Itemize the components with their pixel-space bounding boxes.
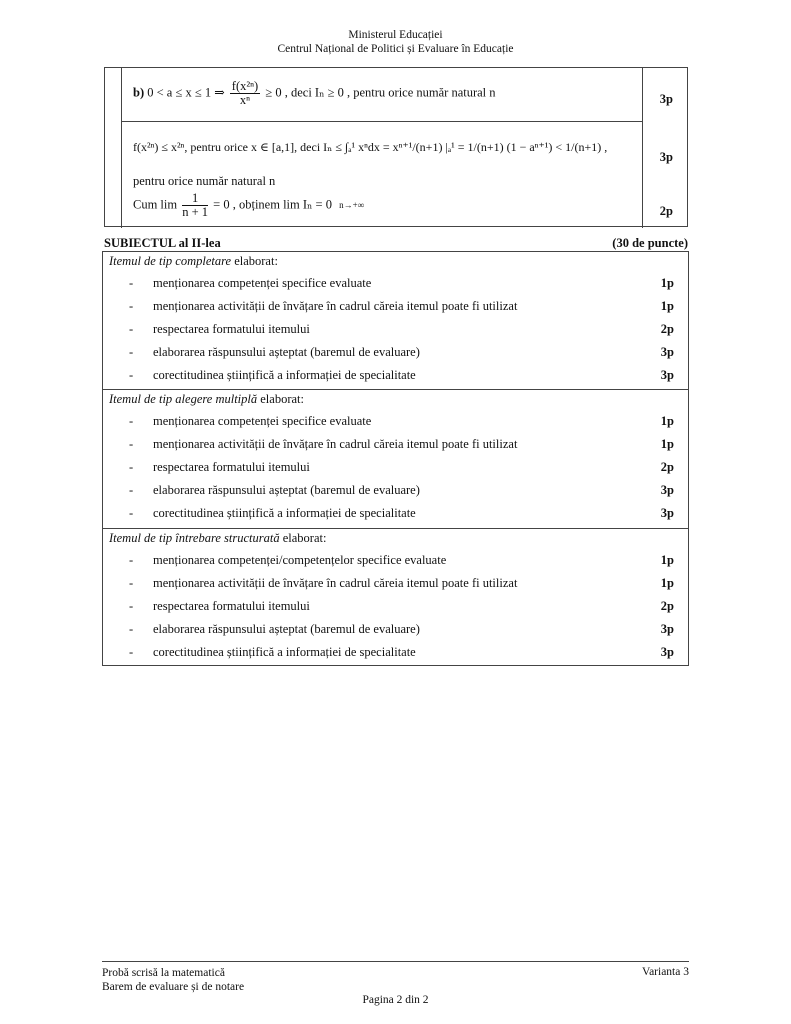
row3-fraction: $\frac{1}{n + 1}$ [182,191,209,219]
criterion-points: 2p [660,322,674,336]
criterion-points: 1p [660,437,674,451]
criterion-text: respectarea formatului itemului [153,322,310,336]
criterion-item: - corectitudinea științifică a informației de specialitate [129,506,416,520]
criterion-text: corectitudinea științifică a informației de specialitate [153,645,416,659]
criterion-item: - menționarea competenței specifice evaluate [129,414,372,428]
criterion-item: - respectarea formatului itemului [129,322,310,336]
solution-row-2-cont: pentru orice număr natural n [133,174,276,188]
criterion-text: menționarea competenței specifice evaluate [153,276,372,290]
criterion-points: 3p [660,645,674,659]
solution-row-1 [133,80,496,107]
footer-variant: Varianta 3 [642,966,689,978]
subject-title: SUBIECTUL al II-lea [104,236,221,250]
criterion-item: - elaborarea răspunsului așteptat (baremul de evaluare) [129,622,420,636]
solution-box [104,67,688,227]
section-box [102,528,689,666]
criterion-item: - elaborarea răspunsului așteptat (baremul de evaluare) [129,483,420,497]
criterion-points: 3p [660,368,674,382]
criterion-points: 3p [660,345,674,359]
criterion-points: 1p [660,414,674,428]
subject-points: (30 de puncte) [612,236,688,250]
criterion-points: 1p [660,276,674,290]
criterion-item: - menționarea activității de învățare în cadrul căreia itemul poate fi utilizat [129,437,518,451]
criterion-text: elaborarea răspunsului așteptat (baremul de evaluare) [153,622,420,636]
row2-text: f(x²ⁿ) ≤ x²ⁿ, pentru orice x ∈ [a,1], deci Iₙ ≤ ∫ₐ¹ xⁿdx = xⁿ⁺¹/(n+1) |ₐ¹ = 1/(n+1) (1 − aⁿ⁺¹) < 1/(n+1) , [133,140,608,154]
row1-text-a: 0 < a ≤ x ≤ 1 ⇒ [147,85,225,100]
criterion-text: menționarea activității de învățare în cadrul căreia itemul poate fi utilizat [153,299,518,313]
criterion-points: 2p [660,460,674,474]
criterion-item: - elaborarea răspunsului așteptat (baremul de evaluare) [129,345,420,359]
part-label: b) [133,85,145,100]
criterion-text: menționarea activității de învățare în cadrul căreia itemul poate fi utilizat [153,437,518,451]
section-box [102,389,689,529]
criterion-item: - menționarea activității de învățare în cadrul căreia itemul poate fi utilizat [129,576,518,590]
criterion-text: corectitudinea științifică a informației de specialitate [153,506,416,520]
footer-left: Probă scrisă la matematică Barem de evaluare și de notare [102,967,245,993]
criterion-item: - respectarea formatului itemului [129,599,310,613]
criterion-points: 1p [660,299,674,313]
section-box [102,251,689,390]
criterion-text: corectitudinea științifică a informației de specialitate [153,368,416,382]
criterion-item: - menționarea competenței/competențelor specifice evaluate [129,553,447,567]
criterion-text: respectarea formatului itemului [153,599,310,613]
section-title: Itemul de tip întrebare structurată elaborat: [109,531,327,545]
criterion-points: 1p [660,553,674,567]
criterion-points: 3p [660,483,674,497]
row1-fraction: $\frac{\text{f(x²ⁿ)}}{\text{xⁿ}}$ [231,79,259,107]
criterion-points: 1p [660,576,674,590]
criterion-points: 2p [660,599,674,613]
criterion-item: - menționarea activității de învățare în cadrul căreia itemul poate fi utilizat [129,299,518,313]
subject-heading [104,236,688,251]
criterion-item: - menționarea competenței specifice evaluate [129,276,372,290]
footer-page-number: Pagina 2 din 2 [362,994,429,1006]
criterion-item: - corectitudinea științifică a informației de specialitate [129,645,416,659]
criterion-points: 3p [660,506,674,520]
criterion-points: 3p [660,622,674,636]
criterion-item: - corectitudinea științifică a informației de specialitate [129,368,416,382]
solution-row-3: Cum lim $\frac{1}{n + 1}$ = 0 , obținem lim Iₙ = 0 n→+∞ [133,191,365,219]
section-title: Itemul de tip alegere multiplă elaborat: [109,392,304,406]
criterion-item: - respectarea formatului itemului [129,460,310,474]
row2-points: 3p [659,150,673,164]
solution-row-2 [133,140,607,155]
criterion-text: menționarea competenței specifice evaluate [153,414,372,428]
row1-points: 3p [659,92,673,106]
row3-points: 2p [659,204,673,218]
header-ministry: Ministerul Educației [348,29,443,41]
section-title: Itemul de tip completare elaborat: [109,254,278,268]
criterion-text: elaborarea răspunsului așteptat (baremul de evaluare) [153,345,420,359]
criterion-text: respectarea formatului itemului [153,460,310,474]
header-center: Centrul Național de Politici și Evaluare în Educație [277,43,514,55]
criterion-text: elaborarea răspunsului așteptat (baremul de evaluare) [153,483,420,497]
lim-subscript: n→+∞ [339,200,365,211]
criterion-text: menționarea activității de învățare în cadrul căreia itemul poate fi utilizat [153,576,518,590]
row1-text-b: ≥ 0 , deci Iₙ ≥ 0 , pentru orice număr natural n [265,85,496,100]
criterion-text: menționarea competenței/competențelor specifice evaluate [153,553,447,567]
page-header [0,28,791,56]
